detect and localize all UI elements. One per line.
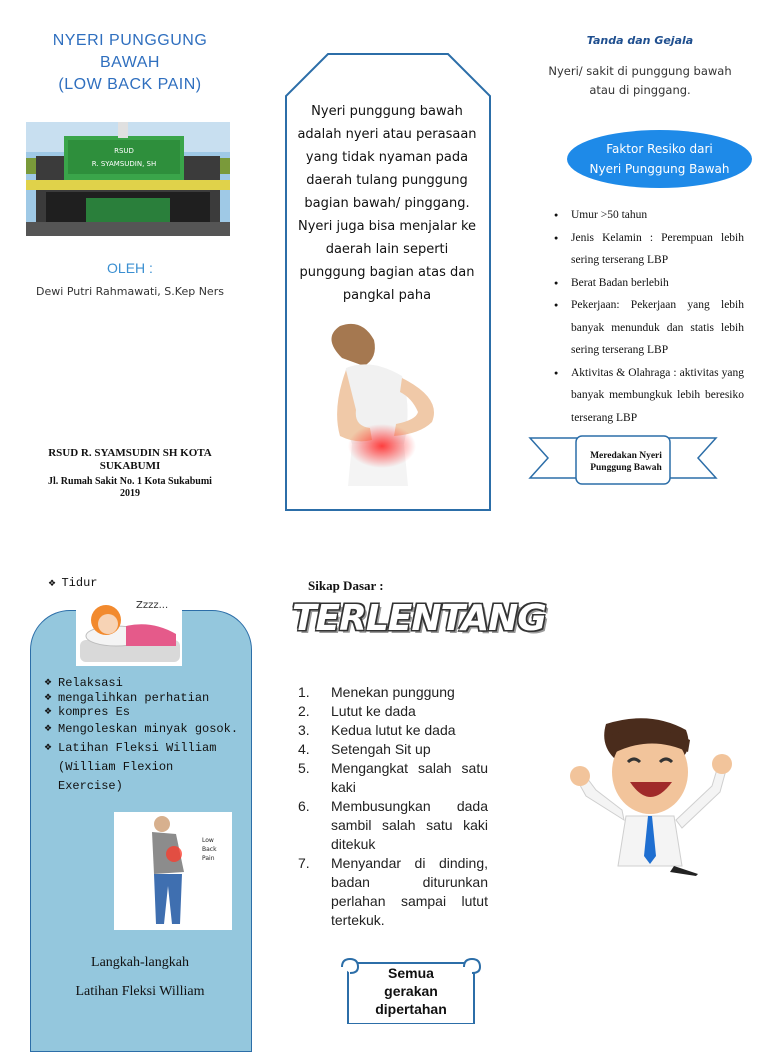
ribbon-line-2: Punggung Bawah bbox=[590, 463, 662, 473]
list-item: ❖ kompres Es bbox=[44, 705, 244, 720]
faktor-line-2: Nyeri Punggung Bawah bbox=[589, 162, 730, 176]
langkah-line-1: Langkah-langkah bbox=[91, 955, 189, 970]
tidur-item bbox=[48, 576, 98, 590]
list-item: 6. Membusungkan dada sambil salah satu kaki ditekuk bbox=[298, 798, 488, 852]
address-line: Jl. Rumah Sakit No. 1 Kota Sukabumi bbox=[48, 476, 212, 487]
tidur-label: Tidur bbox=[61, 576, 98, 590]
list-item: 1. Menekan punggung bbox=[298, 684, 455, 700]
list-item: ● Pekerjaan: Pekerjaan yang lebih banyak menunduk dan statis lebih sering terserang LBP bbox=[554, 294, 744, 362]
list-item: ❖ Mengoleskan minyak gosok. bbox=[44, 720, 244, 739]
diamond-bullet-icon: ❖ bbox=[48, 579, 62, 589]
scroll-text bbox=[352, 964, 470, 1018]
ribbon-text bbox=[580, 450, 672, 474]
building-sign-line-2: R. SYAMSUDIN, SH bbox=[91, 160, 157, 168]
brochure-title bbox=[20, 30, 240, 96]
low-back-pain-man-illustration bbox=[114, 812, 232, 930]
list-item: 7. Menyandar di dinding, badan diturunkan perlahan sampai lutut tertekuk. bbox=[298, 855, 488, 928]
risk-factor-list bbox=[554, 204, 744, 429]
ribbon-line-1: Meredakan Nyeri bbox=[590, 451, 662, 461]
sleeping-girl-illustration bbox=[76, 590, 182, 666]
exercise-steps-list bbox=[298, 683, 488, 930]
title-line-1: NYERI PUNGGUNG bbox=[52, 32, 208, 49]
faktor-line-1: Faktor Resiko dari bbox=[606, 142, 713, 156]
list-item: ● Umur >50 tahun bbox=[554, 204, 744, 227]
list-item: ❖ Relaksasi bbox=[44, 676, 244, 691]
sikap-dasar-label: Sikap Dasar : bbox=[308, 578, 384, 593]
list-item: ● Berat Badan berlebih bbox=[554, 272, 744, 295]
hospital-name bbox=[20, 447, 240, 473]
lbp-label-3: Pain bbox=[202, 855, 215, 862]
list-item: ● Aktivitas & Olahraga : aktivitas yang banyak membungkuk lebih beresiko terserang LBP bbox=[554, 362, 744, 430]
relief-list bbox=[44, 676, 244, 796]
title-line-2: BAWAH bbox=[100, 54, 160, 71]
building-sign-line-1: RSUD bbox=[114, 147, 134, 155]
list-item: 4. Setengah Sit up bbox=[298, 741, 431, 757]
author-name: Dewi Putri Rahmawati, S.Kep Ners bbox=[36, 285, 224, 298]
lbp-label-1: Low bbox=[202, 837, 214, 844]
langkah-line-2: Latihan Fleksi William bbox=[75, 984, 205, 999]
happy-man-illustration bbox=[566, 716, 736, 876]
list-item: ❖ Latihan Fleksi William (William Flexion Exercise) bbox=[44, 739, 244, 796]
zzz-text: Zzzz... bbox=[136, 600, 169, 611]
back-pain-woman-illustration bbox=[312, 318, 467, 486]
tanda-gejala-description: Nyeri/ sakit di punggung bawah atau di pinggang. bbox=[548, 64, 732, 97]
hospital-building-photo bbox=[26, 122, 230, 236]
list-item: 3. Kedua lutut ke dada bbox=[298, 722, 456, 738]
definition-text: Nyeri punggung bawah adalah nyeri atau perasaan yang tidak nyaman pada daerah tulang punggung bagian bawah/ pinggang. Nyeri juga bisa menjalar ke daerah lain seperti punggung bagian atas dan pangkal paha bbox=[297, 104, 477, 303]
hospital-address bbox=[20, 476, 240, 500]
tanda-gejala-title: Tanda dan Gejala bbox=[586, 34, 694, 47]
oleh-label: OLEH : bbox=[107, 260, 153, 276]
scroll-line-1: Semua bbox=[388, 965, 434, 981]
list-item: 2. Lutut ke dada bbox=[298, 703, 416, 719]
faktor-resiko-oval bbox=[567, 130, 752, 188]
list-item: ❖ mengalihkan perhatian bbox=[44, 691, 244, 706]
scroll-line-3: dipertahan bbox=[375, 1001, 447, 1017]
title-line-3: (LOW BACK PAIN) bbox=[58, 76, 202, 93]
list-item: 5. Mengangkat salah satu kaki bbox=[298, 760, 488, 795]
lbp-label-2: Back bbox=[202, 846, 217, 853]
langkah-title bbox=[30, 948, 250, 1006]
hospital-line-1: RSUD R. SYAMSUDIN SH KOTA bbox=[48, 447, 212, 459]
year-line: 2019 bbox=[120, 488, 140, 499]
hospital-line-2: SUKABUMI bbox=[99, 460, 161, 472]
list-item: ● Jenis Kelamin : Perempuan lebih sering terserang LBP bbox=[554, 227, 744, 272]
terlentang-heading: TERLENTANG bbox=[292, 598, 546, 639]
scroll-line-2: gerakan bbox=[384, 983, 438, 999]
